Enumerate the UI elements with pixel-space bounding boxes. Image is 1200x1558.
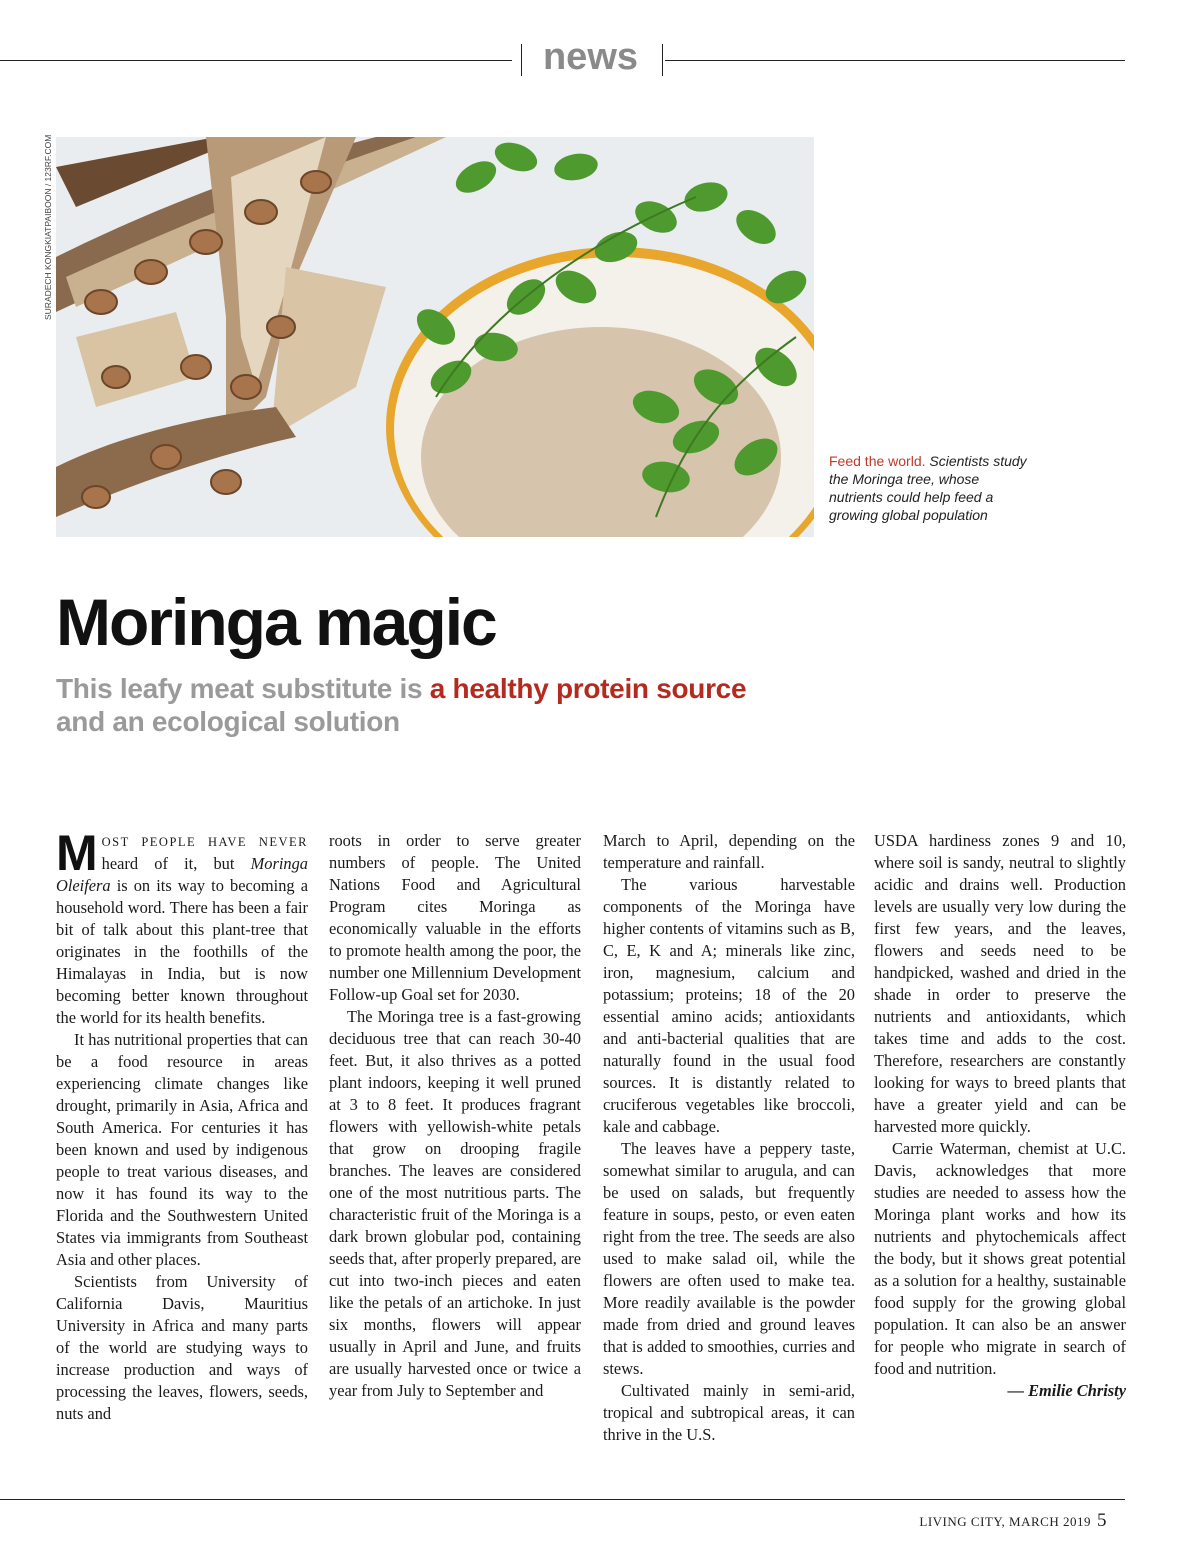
article-paragraph: The Moringa tree is a fast-growing deciduous tree that can reach 30-40 feet. But, it also thrives as a potted plant indoors, keeping it well pruned at 3 to 8 feet. It produces fragrant flowers with yellowish-white petals that grow on drooping fragile branches. The leaves are considered one of the most nutritious parts. The characteristic fruit of the Moringa is a dark brown globular pod, containing seeds that, after properly prepared, are cut into two-inch pieces and eaten like the petals of an artichoke. In just six months, flowers will appear usually in April and June, and fruits are usually harvested once or twice a year from July to September and	[329, 1007, 581, 1400]
article-paragraph: It has nutritional properties that can be a food resource in areas experiencing climate changes like drought, primarily in Asia, Africa and South America. For centuries it has been known and used by indigenous people to treat various diseases, and now it has found its way to the Florida and the Southwestern United States via immigrants from Southeast Asia and other places.	[56, 1030, 308, 1269]
article-paragraph: The leaves have a peppery taste, somewhat similar to arugula, and can be used on salads, but frequently feature in soups, pesto, or even eaten right from the tree. The seeds are also used to make salad oil, while the flowers are often used to make tea. More readily available is the powder made from dried and ground leaves that is added to smoothies, curries and stews.	[603, 1139, 855, 1378]
article-paragraph: roots in order to serve greater numbers of people. The United Nations Food and Agricultural Program cites Moringa as economically valuable in the efforts to promote health among the poor, the number one Millennium Development Follow-up Goal set for 2030.	[329, 831, 581, 1004]
publication-date: LIVING CITY, MARCH 2019	[919, 1514, 1091, 1529]
deck-highlight: a healthy protein source	[429, 673, 747, 704]
moringa-photo	[56, 137, 814, 537]
footer-rule	[0, 1499, 1125, 1500]
caption-lead: Feed the world.	[829, 453, 926, 469]
folio	[919, 1510, 1107, 1532]
article-paragraph: March to April, depending on the temperature and rainfall.	[603, 831, 855, 872]
header-tick-right	[662, 44, 663, 76]
opening-smallcaps: OST PEOPLE HAVE NEVER	[101, 835, 308, 849]
header-rule-right	[665, 60, 1125, 61]
article-paragraph	[56, 825, 308, 1029]
deck-part2: and an ecological solution	[56, 706, 400, 737]
article-column-3	[603, 830, 855, 1446]
article-paragraph: The various harvestable components of the Moringa have higher contents of vitamins such as B, C, E, K and A; minerals like zinc, iron, magnesium, calcium and potassium; proteins; 18 of the 20 essential amino acids; antioxidants and anti-bacterial qualities that are naturally found in the usual food sources. It is distantly related to cruciferous vegetables like broccoli, kale and cabbage.	[603, 875, 855, 1136]
section-label: news	[542, 36, 639, 78]
article-paragraph: Carrie Waterman, chemist at U.C. Davis, acknowledges that more studies are needed to assess how the Moringa plant works and how its nutrients and phytochemicals affect the body, but it shows great potential as a solution for a healthy, sustainable food supply for the growing global population. It can also be an answer for people who migrate in search of food and nutrition.	[874, 1139, 1126, 1378]
article-paragraph: Scientists from University of California Davis, Mauritius University in Africa and many parts of the world are studying ways to increase production and ways of processing the leaves, flowers, seeds, nuts and	[56, 1272, 308, 1423]
photo-caption	[829, 452, 1029, 524]
opening-text-2: is on its way to becoming a household word. There has been a fair bit of talk about this plant-tree that originates in the foothills of the Himalayas in India, but is now becoming better known throughout the world for its health benefits.	[56, 876, 308, 1027]
header-tick-left	[521, 44, 522, 76]
opening-text-1: heard of it, but	[101, 854, 251, 873]
article-column-4	[874, 830, 1126, 1402]
article-column-2	[329, 830, 581, 1402]
deck-part1: This leafy meat substitute is	[56, 673, 430, 704]
dropcap: M	[56, 825, 98, 881]
article-paragraph: USDA hardiness zones 9 and 10, where soil is sandy, neutral to slightly acidic and drains well. Production levels are usually very low during the first few years, and the leaves, flowers and seeds need to be handpicked, washed and dried in the shade in order to preserve the nutrients and antioxidants, which takes time and adds to the cost. Therefore, researchers are constantly looking for ways to breed plants that have a greater yield and can be harvested more quickly.	[874, 831, 1126, 1136]
byline: — Emilie Christy	[1007, 1381, 1126, 1400]
page-number: 5	[1097, 1510, 1107, 1531]
photo-credit: SURADECH KONGKIATPAIBOON / 123RF.COM	[43, 134, 53, 320]
opening-italic: Moringa Oleifera	[56, 854, 308, 895]
deck	[56, 672, 756, 738]
article-paragraph: Cultivated mainly in semi-arid, tropical and subtropical areas, it can thrive in the U.S.	[603, 1381, 855, 1444]
header-rule-left	[0, 60, 512, 61]
article-column-1	[56, 825, 308, 1425]
caption-body: Scientists study the Moringa tree, whose nutrients could help feed a growing global population	[829, 453, 1027, 523]
headline: Moringa magic	[56, 585, 496, 659]
